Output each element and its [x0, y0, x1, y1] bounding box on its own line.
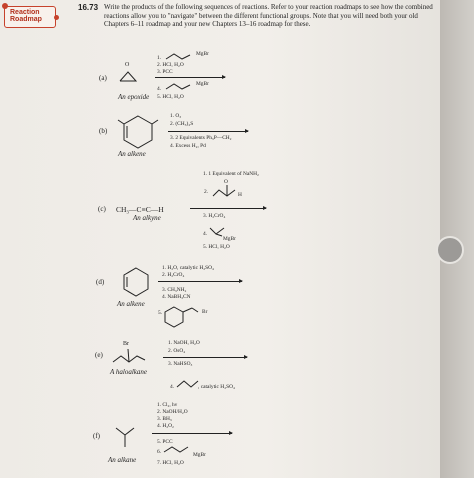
alkyne-formula: CH₃—C≡C—H [116, 205, 164, 214]
c-step-4: 4. [203, 231, 208, 237]
part-f-label: (f) [93, 432, 100, 440]
e-step-4-reagent: , catalytic H₂SO₄ [198, 384, 235, 390]
b-step-4: 4. Excess H₂, Pd [170, 143, 206, 149]
d-step-4: 4. NaBH₃CN [162, 294, 191, 300]
c-step-1: 1. 1 Equivalent of NaNH₂ [203, 171, 259, 177]
roadmap-end-dot-icon [54, 15, 59, 20]
part-d-label: (d) [96, 278, 105, 286]
f-step-4: 4. H₂O₂ [157, 423, 174, 429]
c-step-4-mgbr: MgBr [223, 236, 236, 242]
part-a-name: An epoxide [118, 93, 150, 101]
e-bromine-atom: Br [123, 341, 129, 347]
d-arrow [158, 281, 242, 282]
a-ethyl-chain [166, 53, 196, 61]
a-step-4: 4. [157, 86, 162, 92]
b-step-2: 2. (CH₃)₂S [170, 121, 194, 127]
part-f-name: An alkane [108, 456, 137, 464]
b-step-3: 3. 2 Equivalents Ph₃P—CH₂ [170, 135, 232, 141]
haloalkane-structure [113, 348, 147, 364]
e-step-1: 1. NaOH, H₂O [168, 340, 200, 346]
part-d-name: An alkene [117, 300, 145, 308]
d-step-3: 3. CH₃NH₂ [162, 287, 187, 293]
f-step-5: 5. PCC [157, 439, 173, 445]
a-step-2: 2. HCl, H₂O [157, 62, 184, 68]
a-propyl-chain [166, 83, 196, 91]
e-step-3: 3. NaHSO₃ [168, 361, 193, 367]
b-step-1: 1. O₃ [170, 113, 182, 119]
f-step-3: 3. BH₃ [157, 416, 172, 422]
part-c-name: An alkyne [133, 214, 161, 222]
c-step-5: 5. HCl, H₂O [203, 244, 230, 250]
roadmap-pin-icon [2, 3, 8, 9]
f-step-2: 2. NaOH/H₂O [157, 409, 188, 415]
badge-line-1: Reaction [10, 9, 40, 16]
c-aldehyde-h: H [238, 192, 242, 198]
b-arrow [168, 131, 248, 132]
d-benzyl-bromide-structure [164, 305, 204, 329]
problem-number: 16.73 [78, 3, 99, 12]
d-step-1: 1. H₂O, catalytic H₂SO₄ [162, 265, 214, 271]
alkene-ring-structure [118, 113, 158, 149]
part-e-name: A haloalkane [110, 368, 148, 376]
e-arrow [163, 357, 247, 358]
d-step-2: 2. H₂CrO₄ [162, 272, 185, 278]
scroll-handle-button[interactable] [436, 236, 464, 264]
f-arrow [152, 433, 232, 434]
e-step-2: 2. OsO₄ [168, 348, 186, 354]
f-step-1: 1. Cl₂, hν [157, 402, 178, 408]
a-step-1-mgbr: MgBr [196, 51, 209, 57]
part-b-name: An alkene [118, 150, 146, 158]
part-c-label: (c) [98, 205, 106, 213]
a-step-4-mgbr: MgBr [196, 81, 209, 87]
part-b-label: (b) [99, 127, 108, 135]
problem-statement: Write the products of the following sequences of reactions. Refer to your reaction roadmaps to see how the combined reactions allow you to "navigate" between the different functional groups. Note that you will need both your old Chapters 6–11 roadmap and your new Chapters 13–16 roadmap for these. [104, 3, 433, 29]
c-aldehyde-structure [213, 184, 239, 198]
e-alkene-reagent-structure [177, 379, 199, 389]
d-bromo-label: Br [202, 309, 208, 315]
f-propyl-chain [164, 444, 194, 454]
c-isopropyl-structure [210, 226, 230, 236]
a-step-1: 1. [157, 55, 162, 61]
e-step-4: 4. [170, 384, 175, 390]
f-step-7: 7. HCl, H₂O [157, 460, 184, 466]
a-step-3: 3. PCC [157, 69, 173, 75]
c-step-2: 2. [204, 189, 209, 195]
alkane-structure [113, 425, 137, 449]
reaction-roadmap-badge [4, 3, 60, 31]
f-step-6-mgbr: MgBr [193, 452, 206, 458]
part-e-label: (e) [95, 351, 103, 359]
part-a-label: (a) [99, 74, 107, 82]
a-step-5: 5. HCl, H₂O [157, 94, 184, 100]
c-aldehyde-oxygen: O [224, 179, 228, 185]
c-step-3: 3. H₂CrO₄ [203, 213, 226, 219]
d-step-5: 5. [158, 310, 163, 316]
cyclohexene-structure [122, 267, 150, 297]
c-arrow [190, 208, 266, 209]
a-arrow [155, 77, 225, 78]
badge-line-2: Roadmap [10, 16, 42, 23]
epoxide-oxygen: O [125, 62, 130, 68]
f-step-6: 6. [157, 449, 162, 455]
